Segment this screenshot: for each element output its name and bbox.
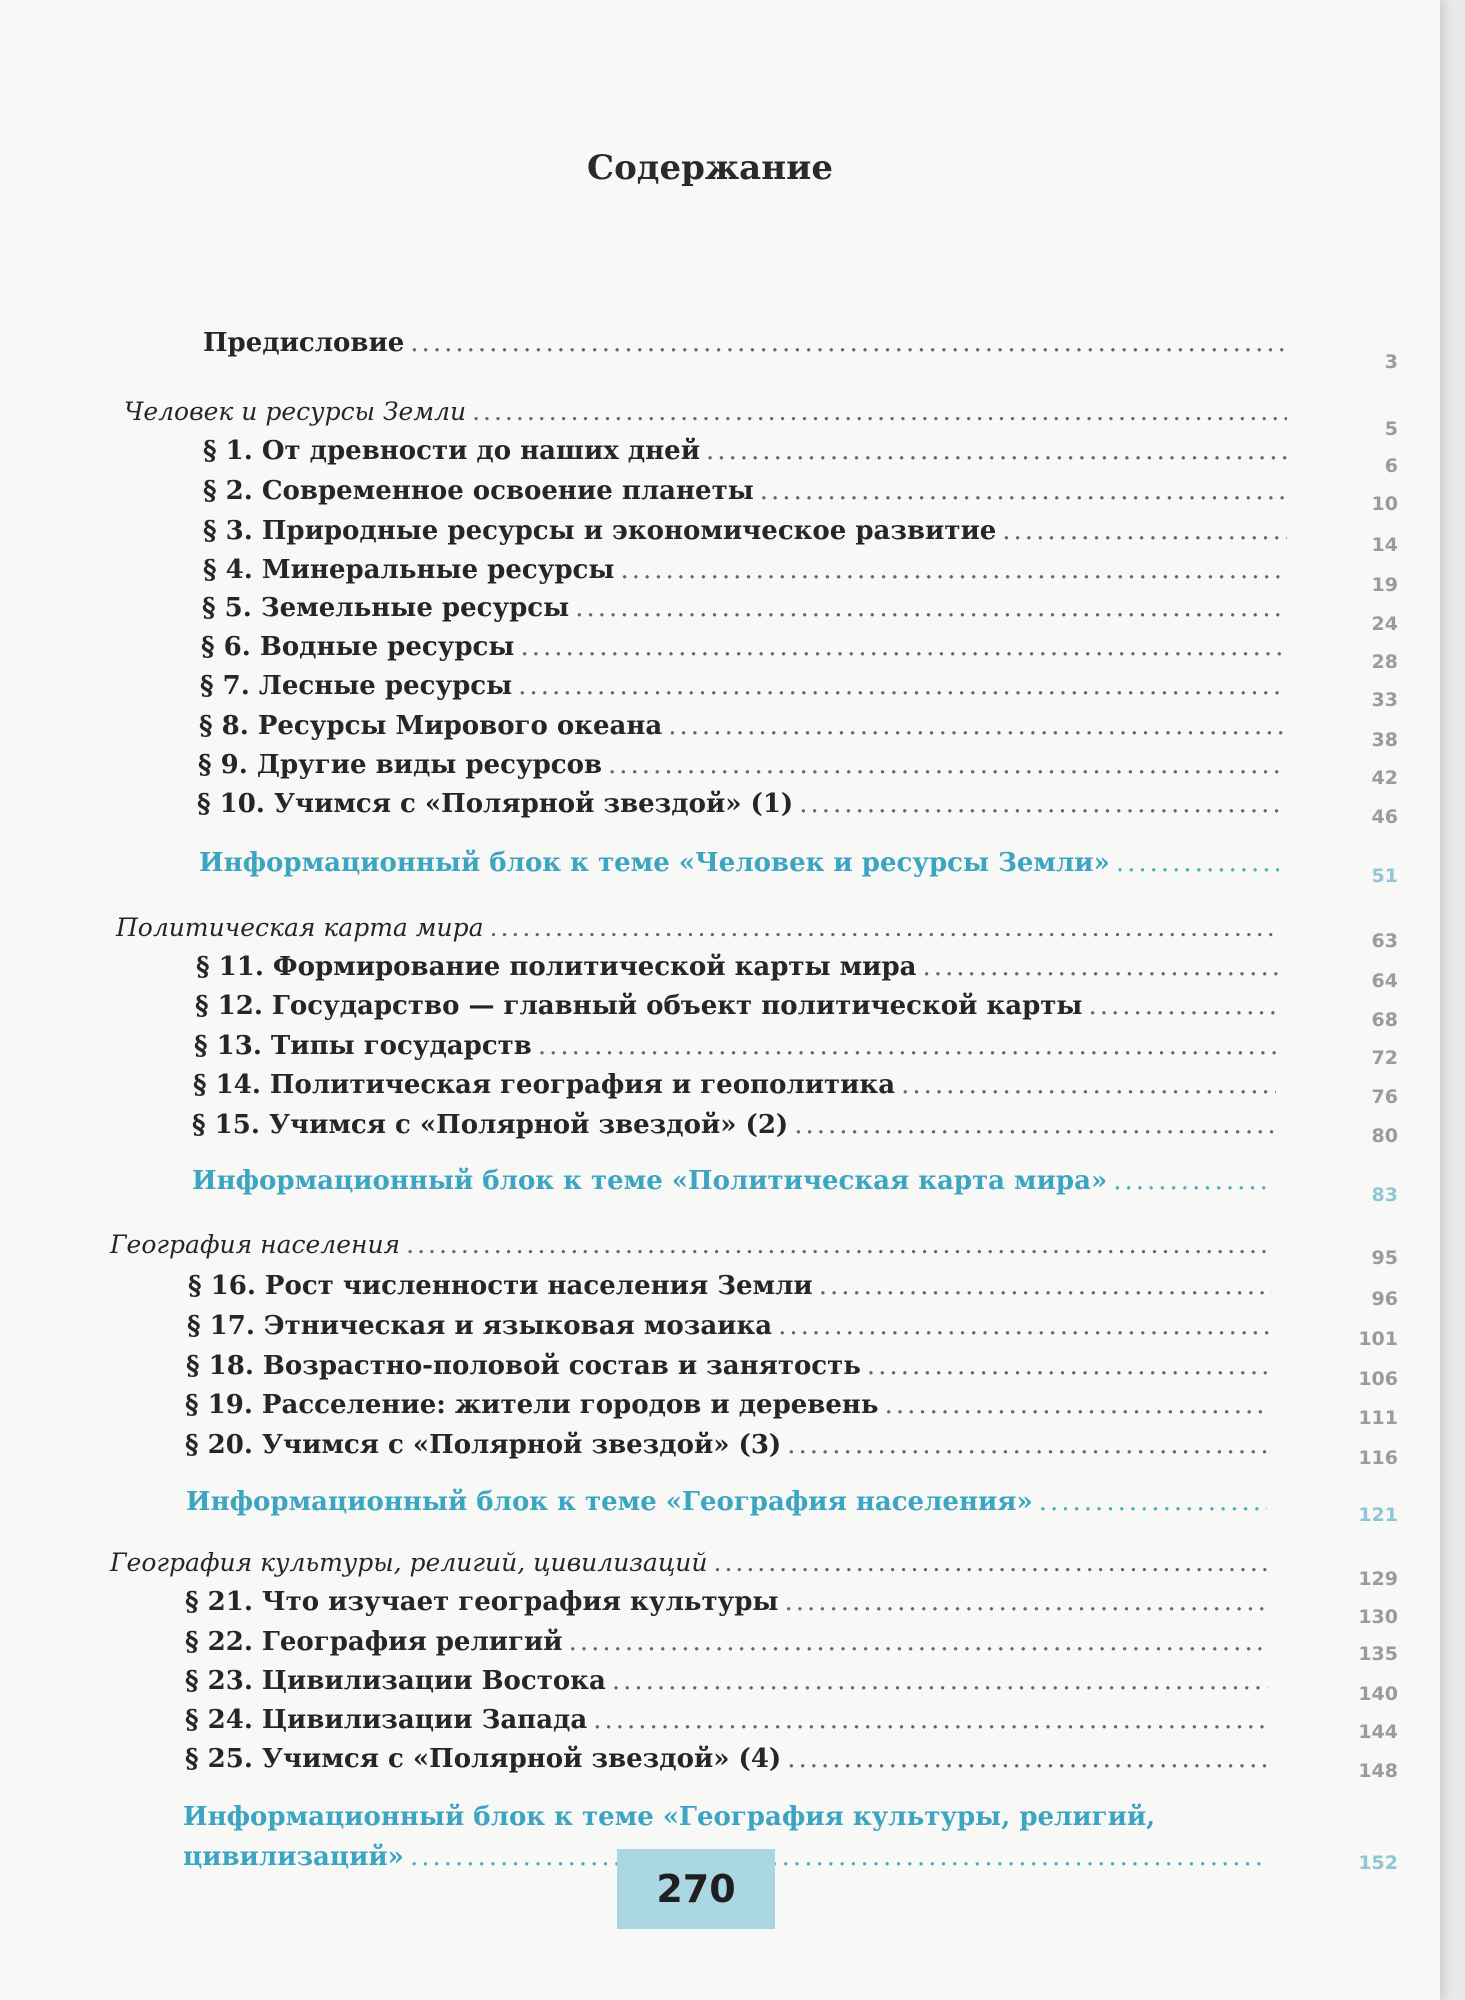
toc-entry-text: § 23. Цивилизации Востока xyxy=(185,1666,606,1696)
toc-entry-text: § 2. Современное освоение планеты xyxy=(203,476,754,506)
toc-entry-text: § 5. Земельные ресурсы xyxy=(202,593,570,623)
toc-section xyxy=(116,911,1279,945)
toc-page-number: 3 xyxy=(1384,351,1398,373)
toc-section xyxy=(110,1546,1268,1580)
toc-entry-text: § 17. Этническая и языковая мозаика xyxy=(187,1311,773,1341)
page-number: 270 xyxy=(617,1849,775,1929)
toc-page-number: 106 xyxy=(1358,1368,1398,1390)
toc-item xyxy=(186,1349,1270,1383)
dot-leader xyxy=(410,326,1287,360)
dot-leader xyxy=(668,709,1283,743)
dot-leader xyxy=(787,1428,1268,1462)
dot-leader xyxy=(760,474,1287,508)
dot-leader xyxy=(612,1664,1268,1698)
toc-page-number: 42 xyxy=(1371,767,1398,789)
toc-info-block xyxy=(186,1485,1267,1519)
toc-entry-text: § 3. Природные ресурсы и экономическое развитие xyxy=(203,516,997,546)
dot-leader xyxy=(608,748,1282,782)
toc-item xyxy=(196,950,1279,984)
toc-item xyxy=(188,1269,1272,1303)
toc-info-block xyxy=(199,846,1279,880)
toc-entry-text: География населения xyxy=(110,1230,401,1259)
toc-item xyxy=(185,1703,1268,1737)
toc-page-number: 152 xyxy=(1358,1852,1398,1874)
toc-entry-text: § 4. Минеральные ресурсы xyxy=(203,555,615,585)
toc-entry-text: Политическая карта мира xyxy=(116,913,484,942)
toc-page-number: 63 xyxy=(1371,930,1398,952)
toc-item xyxy=(185,1742,1268,1776)
toc-item xyxy=(185,1585,1268,1619)
toc-item xyxy=(195,989,1278,1023)
toc-item xyxy=(185,1428,1268,1462)
toc-page-number: 10 xyxy=(1371,493,1398,515)
toc-entry-text: § 12. Государство — главный объект политической карты xyxy=(195,991,1083,1021)
dot-leader xyxy=(410,1840,1268,1874)
toc-item xyxy=(201,630,1285,664)
dot-leader xyxy=(885,1388,1269,1422)
toc-page-number: 14 xyxy=(1371,534,1398,556)
toc-item xyxy=(192,1108,1275,1142)
toc-page-number: 24 xyxy=(1371,613,1398,635)
toc-entry-text: § 13. Типы государств xyxy=(194,1031,532,1061)
toc-entry-text: § 6. Водные ресурсы xyxy=(201,632,515,662)
toc-entry-text: География культуры, религий, цивилизаций xyxy=(110,1548,708,1577)
toc-entry-text: Информационный блок к теме «Политическая карта мира» xyxy=(192,1166,1108,1196)
dot-leader xyxy=(1113,1164,1273,1198)
toc-page-number: 28 xyxy=(1371,651,1398,673)
page-title: Содержание xyxy=(587,148,833,188)
toc-item xyxy=(193,1068,1276,1102)
toc-item xyxy=(185,1664,1268,1698)
toc-item xyxy=(199,709,1283,743)
toc-entry-text: § 11. Формирование политической карты мира xyxy=(196,952,917,982)
toc-entry-text: § 20. Учимся с «Полярной звездой» (3) xyxy=(185,1430,782,1460)
toc-info-block xyxy=(192,1164,1273,1198)
dot-leader xyxy=(406,1228,1273,1262)
toc-item xyxy=(203,326,1287,360)
dot-leader xyxy=(472,395,1287,429)
toc-page-number: 19 xyxy=(1371,574,1398,596)
dot-leader xyxy=(520,630,1285,664)
toc-entry-text: § 22. География религий xyxy=(185,1627,563,1657)
toc-item xyxy=(185,1388,1269,1422)
toc-page-number: 76 xyxy=(1371,1086,1398,1108)
toc-section xyxy=(110,1228,1273,1262)
dot-leader xyxy=(490,911,1280,945)
dot-leader xyxy=(706,434,1287,468)
toc-page-number: 148 xyxy=(1358,1760,1398,1782)
dot-leader xyxy=(569,1625,1268,1659)
toc-page-number: 68 xyxy=(1371,1009,1398,1031)
toc-item xyxy=(197,787,1281,821)
dot-leader xyxy=(1039,1485,1267,1519)
toc-entry-text: Информационный блок к теме «Человек и ресурсы Земли» xyxy=(199,848,1110,878)
toc-item xyxy=(203,514,1287,548)
toc-item xyxy=(203,553,1287,587)
toc-item xyxy=(198,748,1282,782)
toc-item xyxy=(202,591,1286,625)
dot-leader xyxy=(518,669,1284,703)
toc-page-number: 121 xyxy=(1358,1504,1398,1526)
dot-leader xyxy=(794,1108,1275,1142)
toc-page-number: 83 xyxy=(1371,1184,1398,1206)
toc-entry-text: § 14. Политическая география и геополитика xyxy=(193,1070,896,1100)
dot-leader xyxy=(867,1349,1270,1383)
toc-entry-text: § 18. Возрастно-половой состав и занятость xyxy=(186,1351,861,1381)
dot-leader xyxy=(1116,846,1279,880)
toc-page-number: 80 xyxy=(1371,1125,1398,1147)
toc-page-number: 96 xyxy=(1371,1288,1398,1310)
toc-page-number: 130 xyxy=(1358,1606,1398,1628)
toc-item xyxy=(194,1029,1277,1063)
toc-entry-text: Предисловие xyxy=(203,328,405,358)
toc-page-number: 111 xyxy=(1358,1407,1398,1429)
dot-leader xyxy=(799,787,1281,821)
toc-page-number: 38 xyxy=(1371,729,1398,751)
toc-entry-text: § 1. От древности до наших дней xyxy=(203,436,700,466)
toc-entry-text: § 7. Лесные ресурсы xyxy=(200,671,513,701)
toc-page-number: 144 xyxy=(1358,1721,1398,1743)
dot-leader xyxy=(714,1546,1269,1580)
toc-item xyxy=(200,669,1284,703)
dot-leader xyxy=(593,1703,1268,1737)
dot-leader xyxy=(787,1742,1268,1776)
toc-item xyxy=(187,1309,1271,1343)
toc-entry-text: § 10. Учимся с «Полярной звездой» (1) xyxy=(197,789,794,819)
toc-entry-text: § 21. Что изучает география культуры xyxy=(185,1587,779,1617)
dot-leader xyxy=(819,1269,1272,1303)
toc-page-number: 46 xyxy=(1371,806,1398,828)
dot-leader xyxy=(784,1585,1268,1619)
toc-entry-text: § 15. Учимся с «Полярной звездой» (2) xyxy=(192,1110,789,1140)
toc-page-number: 72 xyxy=(1371,1047,1398,1069)
toc-page-number: 5 xyxy=(1384,418,1398,440)
toc-page-number: 6 xyxy=(1384,455,1398,477)
toc-entry-text: Человек и ресурсы Земли xyxy=(124,397,467,426)
toc-page-number: 95 xyxy=(1371,1247,1398,1269)
toc-page-number: 116 xyxy=(1358,1447,1398,1469)
toc-entry-text: § 9. Другие виды ресурсов xyxy=(198,750,603,780)
toc-item xyxy=(203,474,1287,508)
dot-leader xyxy=(1002,514,1287,548)
toc-page-number: 51 xyxy=(1371,865,1398,887)
dot-leader xyxy=(923,950,1280,984)
toc-item xyxy=(203,434,1287,468)
toc-page-number: 64 xyxy=(1371,970,1398,992)
dot-leader xyxy=(1088,989,1278,1023)
toc-entry-text: § 24. Цивилизации Запада xyxy=(185,1705,588,1735)
toc-entry-text: Информационный блок к теме «География населения» xyxy=(186,1487,1033,1517)
toc-entry-text: § 19. Расселение: жители городов и деревень xyxy=(185,1390,879,1420)
toc-page-number: 135 xyxy=(1358,1643,1398,1665)
toc-entry-text: § 8. Ресурсы Мирового океана xyxy=(199,711,663,741)
toc-page-number: 33 xyxy=(1371,689,1398,711)
toc-section xyxy=(124,395,1287,429)
toc-page-number: 140 xyxy=(1358,1683,1398,1705)
dot-leader xyxy=(575,591,1286,625)
dot-leader xyxy=(538,1029,1277,1063)
dot-leader xyxy=(620,553,1287,587)
toc-info-text: Информационный блок к теме «География культуры, религий, xyxy=(183,1802,1156,1832)
toc-item xyxy=(185,1625,1268,1659)
dot-leader xyxy=(778,1309,1271,1343)
toc-entry-text: § 25. Учимся с «Полярной звездой» (4) xyxy=(185,1744,782,1774)
toc-entry-text: § 16. Рост численности населения Земли xyxy=(188,1271,813,1301)
toc-page-number: 129 xyxy=(1358,1568,1398,1590)
toc-info-text-continued: цивилизаций» xyxy=(183,1842,404,1872)
dot-leader xyxy=(901,1068,1276,1102)
toc-page-number: 101 xyxy=(1358,1328,1398,1350)
